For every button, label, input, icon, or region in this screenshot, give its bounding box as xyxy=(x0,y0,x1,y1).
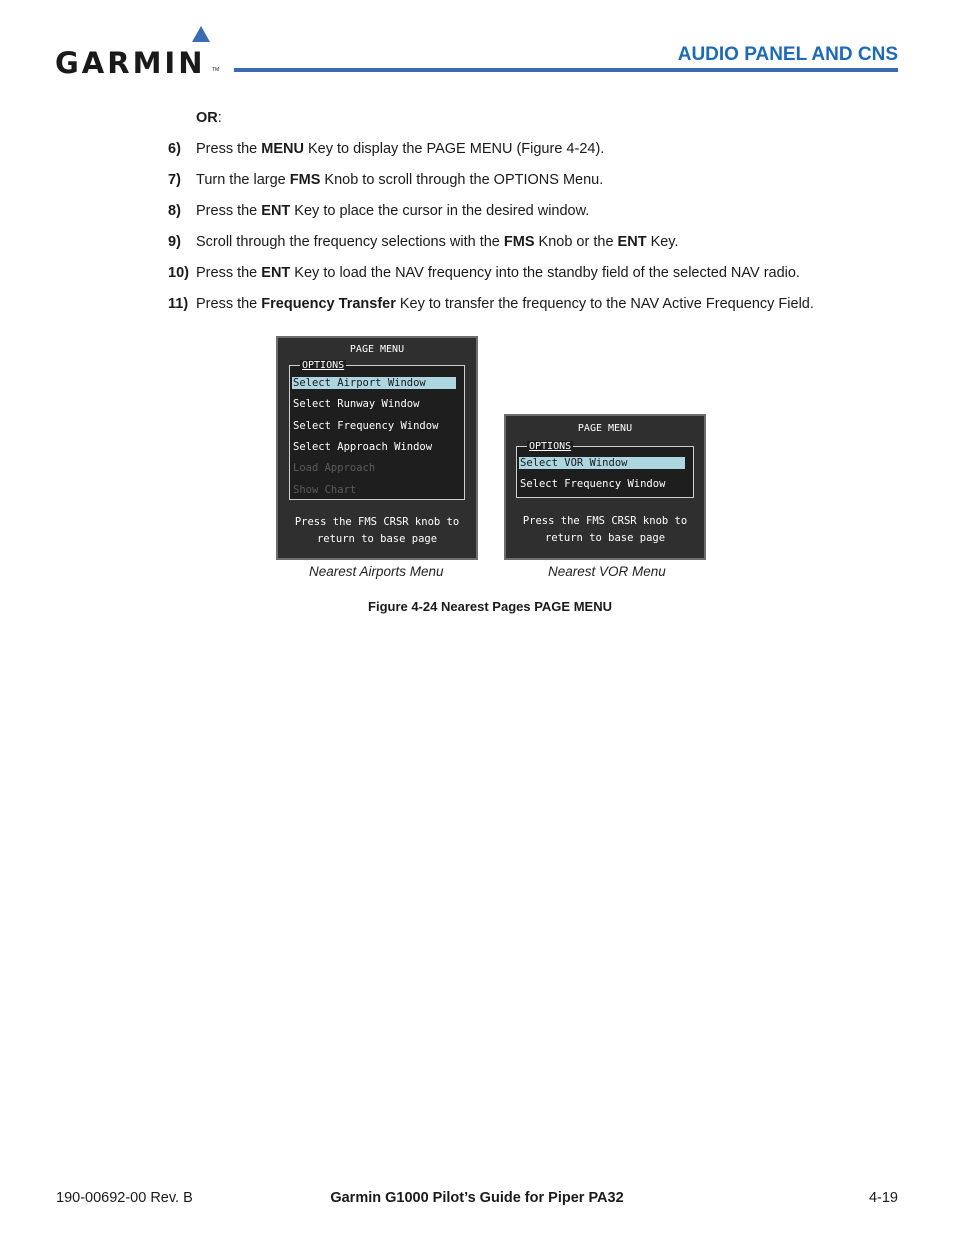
options-menu-item[interactable]: Select Runway Window xyxy=(293,398,420,411)
options-menu-item[interactable]: Select Approach Window xyxy=(293,440,433,453)
step-text-run: Press the xyxy=(196,203,262,219)
nearest-airports-page-menu xyxy=(276,336,478,560)
step-text-run: Knob or the xyxy=(534,234,618,250)
hint-line-1: Press the FMS CRSR knob to xyxy=(294,516,460,528)
step-keyword: OR xyxy=(196,110,218,126)
garmin-logo xyxy=(55,26,220,80)
options-box xyxy=(289,360,465,500)
step-text xyxy=(196,234,679,250)
step-text-run: : xyxy=(217,110,222,126)
step-text-run: Press the xyxy=(196,141,262,157)
options-menu-item[interactable]: Select VOR Window xyxy=(519,457,685,469)
options-menu-item[interactable]: Load Approach xyxy=(293,462,376,475)
vor-menu-caption: Nearest VOR Menu xyxy=(548,564,666,579)
step-number: 8) xyxy=(168,203,181,219)
hint-line-2: return to base page xyxy=(544,532,666,544)
step-keyword: Frequency Transfer xyxy=(261,296,396,312)
page-menu-hint xyxy=(506,513,704,547)
step-text xyxy=(196,141,604,157)
step-text xyxy=(196,296,814,312)
options-box xyxy=(516,441,694,498)
nearest-vor-page-menu xyxy=(504,414,706,560)
logo-text: GARMIN xyxy=(55,46,206,80)
header-rule xyxy=(234,68,898,72)
step-number: 11) xyxy=(168,296,189,312)
airports-menu-caption: Nearest Airports Menu xyxy=(309,564,444,579)
step-text-run: Key to display the PAGE MENU (Figure 4-24). xyxy=(303,141,605,157)
step-number: 7) xyxy=(168,172,181,188)
page-number: 4-19 xyxy=(868,1190,898,1206)
step-text-run: Scroll through the frequency selections with the xyxy=(196,234,504,250)
step-text-run: Turn the large xyxy=(196,172,290,188)
options-label: OPTIONS xyxy=(529,441,572,452)
options-menu-item[interactable]: Show Chart xyxy=(293,483,357,496)
step-text-run: Key. xyxy=(646,234,679,250)
step-text-run: Key to load the NAV frequency into the standby field of the selected NAV radio. xyxy=(290,265,800,281)
logo-triangle-icon xyxy=(192,26,210,42)
step-text xyxy=(196,172,603,188)
logo-trademark: TM xyxy=(212,67,220,73)
step-keyword: ENT xyxy=(261,265,291,281)
step-number: 9) xyxy=(168,234,181,250)
hint-line-1: Press the FMS CRSR knob to xyxy=(522,515,688,527)
doc-title: Garmin G1000 Pilot’s Guide for Piper PA32 xyxy=(330,1190,624,1206)
step-keyword: FMS xyxy=(503,234,535,250)
step-text-run: Press the xyxy=(196,265,262,281)
step-number: 10) xyxy=(168,265,189,281)
figure-caption: Figure 4-24 Nearest Pages PAGE MENU xyxy=(368,599,612,614)
step-text xyxy=(196,110,222,126)
step-text-run: Press the xyxy=(196,296,262,312)
options-label: OPTIONS xyxy=(302,360,345,371)
step-keyword: ENT xyxy=(261,203,291,219)
step-text xyxy=(196,265,800,281)
step-text-run: Knob to scroll through the OPTIONS Menu. xyxy=(320,172,604,188)
options-menu-item[interactable]: Select Frequency Window xyxy=(293,419,439,432)
page-menu-title: PAGE MENU xyxy=(349,344,405,355)
step-text-run: Key to place the cursor in the desired window. xyxy=(290,203,590,219)
options-menu-item[interactable]: Select Frequency Window xyxy=(520,478,666,491)
doc-number: 190-00692-00 Rev. B xyxy=(56,1190,193,1206)
step-number: 6) xyxy=(168,141,181,157)
options-menu-item[interactable]: Select Airport Window xyxy=(292,377,456,389)
step-keyword: FMS xyxy=(289,172,321,188)
step-text-run: Key to transfer the frequency to the NAV Active Frequency Field. xyxy=(395,296,814,312)
hint-line-2: return to base page xyxy=(316,533,438,545)
page-menu-title: PAGE MENU xyxy=(577,423,633,434)
step-keyword: MENU xyxy=(261,141,304,157)
page-menu-hint xyxy=(278,514,476,548)
step-keyword: ENT xyxy=(617,234,647,250)
section-title: AUDIO PANEL AND CNS xyxy=(677,44,898,65)
step-text xyxy=(196,203,589,219)
